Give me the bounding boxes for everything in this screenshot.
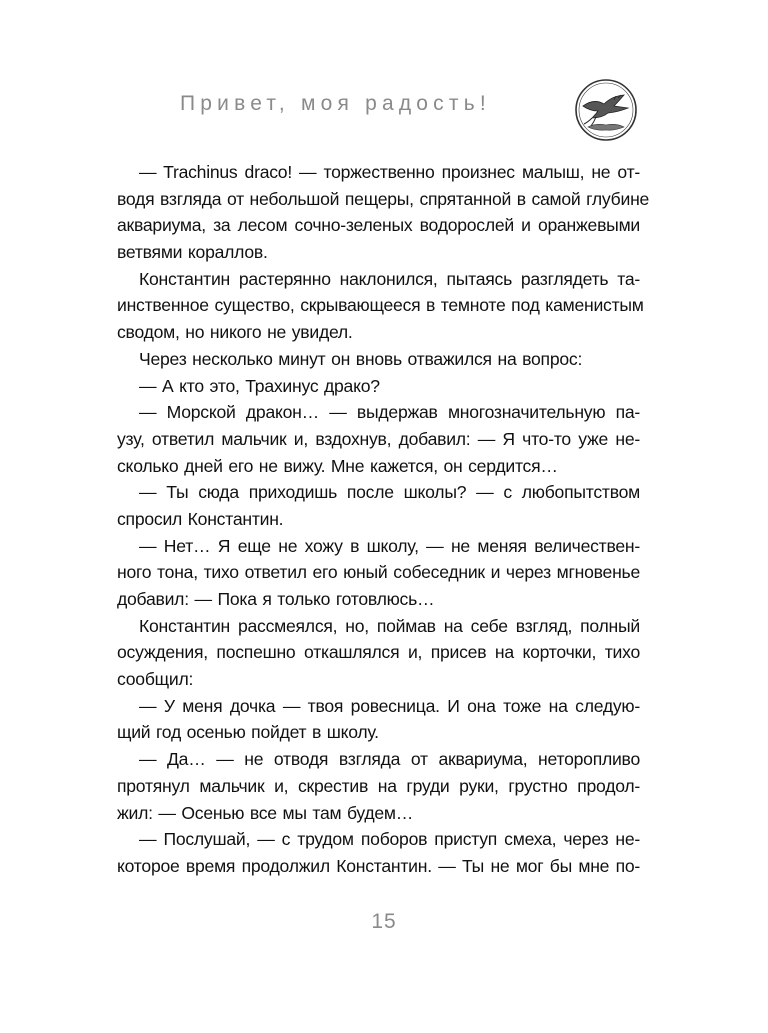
body-text (117, 159, 650, 880)
text-line: Константин рассмеялся, но, поймав на себе взгляд, полный (139, 615, 640, 636)
text-line: жил: — Осенью все мы там будем… (117, 802, 414, 823)
text-line: — Trachinus draco! — торжественно произнес малыш, не от- (139, 162, 640, 182)
text-line: Константин растерянно наклонился, пытаясь разглядеть та- (139, 268, 640, 289)
text-line: водя взгляда от небольшой пещеры, спрятанной в самой глубине (117, 188, 650, 209)
text-line: инственное существо, скрывающееся в темноте под каменистым (117, 295, 644, 316)
text-line: узу, ответил мальчик и, вздохнув, добавил: — Я что-то уже не- (117, 428, 640, 449)
text-line: — Послушай, — с трудом поборов приступ смеха, через не- (139, 829, 640, 850)
text-line: спросил Константин. (117, 508, 284, 529)
text-line: — Ты сюда приходишь после школы? — с любопытством (139, 482, 640, 503)
text-line: — А кто это, Трахинус драко? (139, 375, 380, 396)
text-line: протянул мальчик и, скрестив на груди руки, грустно продол- (117, 775, 640, 796)
text-line: ного тона, тихо ответил его юный собеседник и через мгновенье (117, 562, 640, 583)
text-line: добавил: — Пока я только готовлюсь… (117, 589, 435, 609)
text-line: осуждения, поспешно откашлялся и, присев на корточки, тихо (117, 642, 640, 663)
swallow-emblem-icon (574, 78, 638, 142)
text-line: — Да… — не отводя взгляда от аквариума, неторопливо (139, 749, 640, 770)
text-line: сообщил: (117, 669, 194, 690)
text-line: щий год осенью пойдет в школу. (117, 722, 379, 743)
text-line: — У меня дочка — твоя ровесница. И она тоже на следую- (139, 695, 640, 716)
page-number: 15 (371, 910, 397, 933)
text-line: — Морской дракон… — выдержав многозначительную па- (139, 402, 640, 423)
text-line: которое время продолжил Константин. — Ты не мог бы мне по- (117, 855, 640, 876)
text-line: сколько дней его не вижу. Мне кажется, он сердится… (117, 455, 558, 476)
text-line: ветвями кораллов. (117, 242, 268, 263)
text-line: аквариума, за лесом сочно-зеленых водорослей и оранжевыми (117, 215, 640, 236)
running-header: Привет, моя радость! (180, 92, 491, 115)
text-line: — Нет… Я еще не хожу в школу, — не меняя величествен- (139, 535, 640, 556)
text-line: Через несколько минут он вновь отважился на вопрос: (139, 348, 583, 369)
text-line: сводом, но никого не увидел. (117, 322, 353, 343)
